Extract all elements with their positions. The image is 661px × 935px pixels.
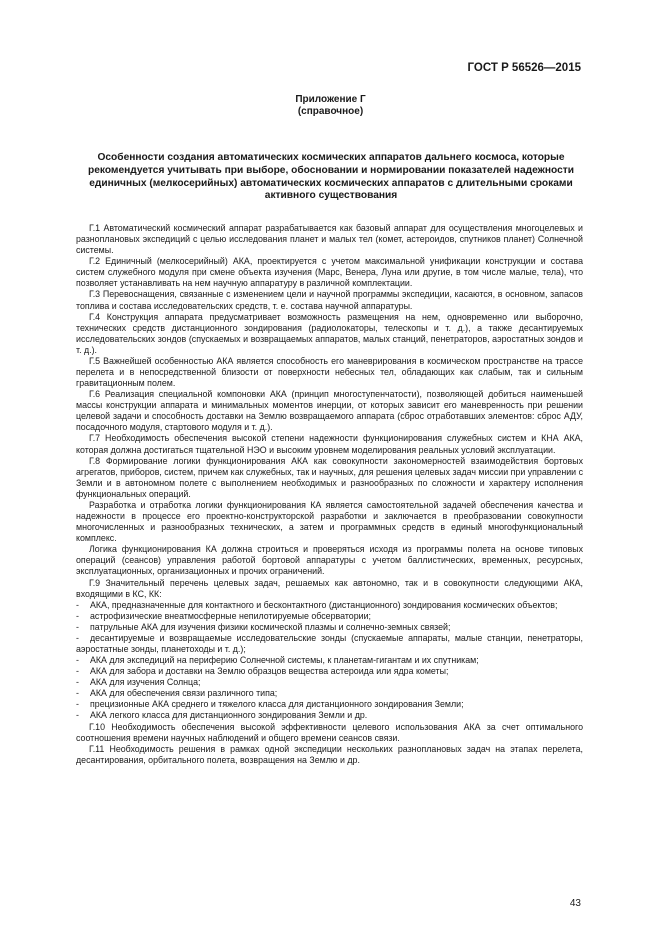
list-item-text: десантируемые и возвращаемые исследовательские зонды (спускаемые аппараты, малые станции, пенетраторы, аэростатные зонды, планетоходы и т. д.); (76, 632, 583, 654)
paragraph: Г.1 Автоматический космический аппарат разрабатывается как базовый аппарат для осуществления многоцелевых и разноплановых экспедиций с целью исследования планет и малых тел (комет, астероидов, спутников планет) Солнечной системы. (76, 223, 583, 256)
paragraph: Г.6 Реализация специальной компоновки АКА (принцип многоступенчатости), позволяющей добиться наименьшей массы конструкции аппарата и минимальных моментов инерции, от которых зависит его маневренность при решении целевой задачи и способность доставки на Землю возвращаемого аппарата (сброс отработавших элементов: сброс АДУ, посадочного модуля, стартового модуля и т. д.). (76, 389, 583, 433)
list-dash: - (76, 599, 79, 610)
list-dash: - (76, 710, 79, 721)
list-dash: - (76, 610, 79, 621)
list-item (76, 688, 583, 699)
paragraph: Логика функционирования КА должна строиться и проверяться исходя из программы полета на основе типовых операций (сеансов) управления работой бортовой аппаратуры с учетом баллистических, временных, ресурсных, эксплуатационных, организационных и прочих ограничений. (76, 544, 583, 577)
paragraph: Г.5 Важнейшей особенностью АКА является способность его маневрирования в космическом пространстве на трассе перелета и в непосредственной близости от поверхности небесных тел, обладающих как слабым, так и сильным гравитационным полем. (76, 355, 583, 389)
paragraph: Разработка и отработка логики функционирования КА является самостоятельной задачей обеспечения качества и надежности в процессе его проектно-конструкторской разработки и заключается в преобразовании совокупности многочисленных и разнообразных технических, а затем и программных средств в единый многофункциональный комплекс. (76, 499, 583, 544)
appendix-type: (справочное) (297, 106, 364, 117)
list-dash: - (76, 666, 79, 677)
paragraph: Г.11 Необходимость решения в рамках одной экспедиции нескольких разноплановых задач на этапах перелета, десантирования, орбитального полета, возвращения на Землю и др. (76, 743, 583, 765)
list-item-text: астрофизические внеатмосферные непилотируемые обсерватории; (90, 610, 371, 621)
document-code: ГОСТ Р 56526—2015 (467, 62, 581, 74)
list-item (76, 710, 583, 721)
list-dash: - (76, 699, 79, 710)
paragraph: Г.10 Необходимость обеспечения высокой эффективности целевого использования АКА за счет оптимального соотношения времени научных наблюдений и общего времени сеансов связи. (76, 721, 583, 743)
list-item-text: АКА для забора и доставки на Землю образцов вещества астероида или ядра кометы; (90, 666, 449, 677)
list-item-text: АКА, предназначенные для контактного и бесконтактного (дистанционного) зондирования космических объектов; (90, 599, 558, 610)
list-dash: - (76, 688, 79, 699)
list-item (76, 699, 583, 710)
section-title: Особенности создания автоматических космических аппаратов дальнего космоса, которые рекомендуется учитывать при выборе, обосновании и нормировании показателей надежности единичных (мелкосерийных) автоматических космических аппаратов с длительными сроками активного существования (87, 152, 575, 202)
list-item-text: прецизионные АКА среднего и тяжелого класса для дистанционного зондирования Земли; (90, 699, 464, 710)
list-item (76, 633, 583, 655)
list-item-text: АКА легкого класса для дистанционного зондирования Земли и др. (90, 710, 368, 721)
list-item (76, 655, 583, 666)
list-dash: - (76, 655, 79, 666)
list-item (76, 677, 583, 688)
paragraph: Г.7 Необходимость обеспечения высокой степени надежности функционирования служебных систем и КНА АКА, которая должна достигаться тщательной НЭО и высоким уровнем моделирования реальных условий эксплуатации. (76, 433, 583, 455)
paragraph: Г.8 Формирование логики функционирования АКА как совокупности закономерностей взаимодействия бортовых агрегатов, приборов, систем, причем как служебных, так и научных, для решения целевых задач миссии при управлении с Земли и в автономном полете с выполнением необходимых и разнообразных по сложности и характеру исполнения функциональных операций. (76, 455, 583, 499)
paragraph: Г.2 Единичный (мелкосерийный) АКА, проектируется с учетом максимальной унификации конструкции и состава систем служебного модуля при смене объекта изучения (Марс, Венера, Луна или другие, в том числе малые, тела), что позволяет устанавливать на нем научную аппаратуру в различной комплектации. (76, 256, 583, 289)
body-text (76, 223, 583, 766)
list-item (76, 622, 583, 633)
paragraph: Г.3 Перевоснащения, связанные с изменением цели и научной программы экспедиции, касаются, в основном, запасов топлива и состава исследовательских средств, т. е. состава научной аппаратуры. (76, 289, 583, 311)
list-item (76, 666, 583, 677)
paragraph: Г.9 Значительный перечень целевых задач, решаемых как автономно, так и в совокупности следующими АКА, входящими в КС, КК: (76, 577, 583, 599)
list-item (76, 611, 583, 622)
paragraph: Г.4 Конструкция аппарата предусматривает возможность размещения на нем, одновременно или выборочно, технических средств дистанционного зондирования (радиолокаторы, телескопы и т. д.), а также десантируемых исследовательских зондов (спускаемых и возвращаемых аппаратов, малых станций, пенетраторов, аэростатных зондов и т. д.). (76, 311, 583, 355)
page-number: 43 (569, 898, 581, 909)
appendix-heading (0, 94, 661, 118)
list-item-text: патрульные АКА для изучения физики космической плазмы и солнечно-земных связей; (90, 621, 451, 632)
list-item-text: АКА для экспедиций на периферию Солнечной системы, к планетам-гигантам и их спутникам; (90, 655, 479, 666)
list-item-text: АКА для изучения Солнца; (90, 677, 201, 688)
list-dash: - (76, 621, 79, 632)
list-item-text: АКА для обеспечения связи различного типа; (90, 688, 278, 699)
appendix-label: Приложение Г (295, 94, 366, 105)
list-dash: - (76, 632, 79, 643)
list-dash: - (76, 677, 79, 688)
list-item (76, 600, 583, 611)
